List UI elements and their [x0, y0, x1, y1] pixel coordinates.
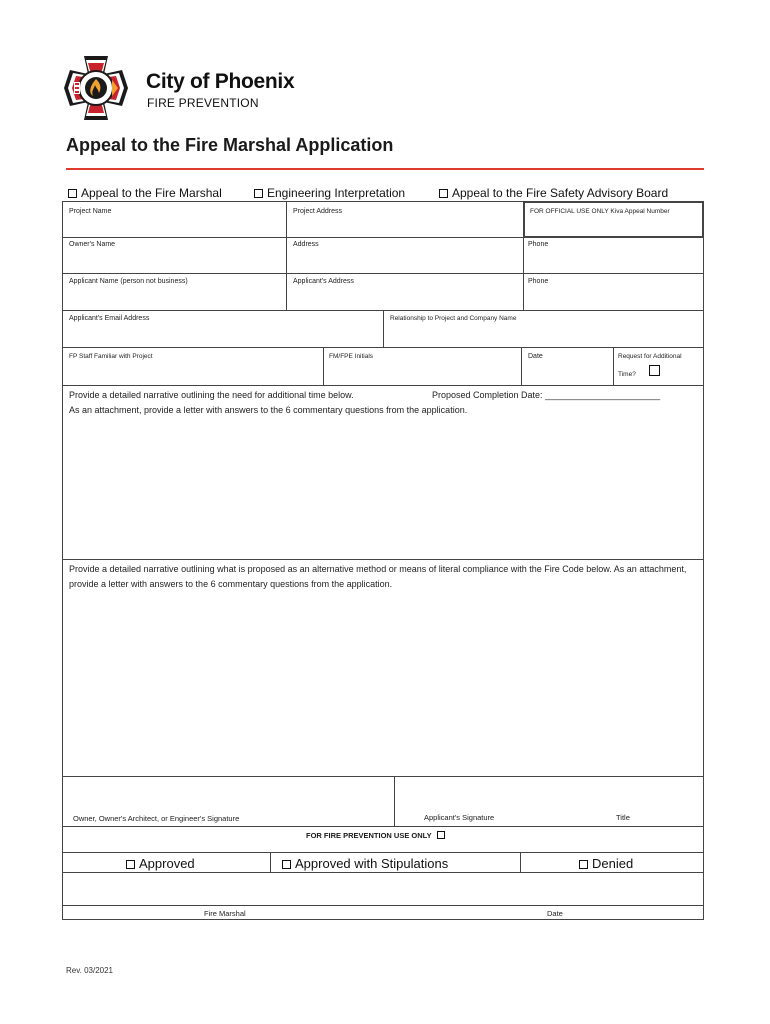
- fp-staff-field[interactable]: [63, 363, 322, 384]
- request-time-checkbox[interactable]: [649, 365, 660, 376]
- narrative2-textarea[interactable]: [63, 596, 702, 775]
- label-fire-marshal-date: Date: [547, 909, 563, 918]
- label-owner-signature: Owner, Owner's Architect, or Engineer's Signature: [73, 814, 240, 823]
- narrative1-line2: As an attachment, provide a letter with answers to the 6 commentary questions from the application.: [69, 405, 468, 415]
- checkbox-icon[interactable]: [579, 860, 588, 869]
- status-denied[interactable]: Denied: [579, 856, 633, 871]
- project-address-field[interactable]: [287, 218, 522, 236]
- official-use-heading: FOR FIRE PREVENTION USE ONLY: [306, 831, 449, 840]
- label-project-name: Project Name: [69, 208, 112, 215]
- phone-field[interactable]: [524, 252, 702, 272]
- applicant-phone-field[interactable]: [524, 289, 702, 309]
- applicant-address-field[interactable]: [287, 289, 522, 309]
- label-phone: Phone: [528, 241, 549, 248]
- label-title: Title: [616, 813, 630, 822]
- label-address: Address: [293, 241, 319, 248]
- address-field[interactable]: [287, 252, 522, 272]
- status-approved[interactable]: Approved: [126, 856, 195, 871]
- maltese-cross-icon: [60, 52, 132, 124]
- date-field[interactable]: [522, 363, 612, 384]
- applicant-email-field[interactable]: [63, 326, 382, 346]
- label-applicant-signature: Applicant's Signature: [424, 813, 495, 822]
- city-logo: [60, 52, 132, 124]
- checkbox-icon[interactable]: [254, 189, 263, 198]
- page-title: Appeal to the Fire Marshal Application: [66, 135, 394, 155]
- relationship-field[interactable]: [384, 326, 702, 346]
- label-phone-applicant: Phone: [528, 278, 549, 285]
- title-divider: [66, 168, 704, 170]
- owners-name-field[interactable]: [63, 252, 285, 272]
- fm-initials-field[interactable]: [324, 363, 520, 384]
- label-fm-initials: FM/FPE Initials: [329, 353, 374, 360]
- label-applicant-name: Applicant Name (person not business): [69, 278, 188, 285]
- label-relationship: Relationship to Project and Company Name: [390, 315, 517, 322]
- revision-note: Rev. 03/2021: [66, 966, 113, 975]
- official-use-checkbox[interactable]: [437, 831, 445, 839]
- option-appeal-safety-board[interactable]: Appeal to the Fire Safety Advisory Board: [439, 186, 668, 200]
- owner-signature-field[interactable]: [63, 777, 393, 807]
- narrative2-text: Provide a detailed narrative outlining what is proposed as an alternative method or means of literal compliance with the Fire Code below. As an attachment, provide a letter with answers to the 6 commentary questions from the application.: [69, 564, 687, 589]
- org-name: City of Phoenix: [146, 70, 295, 93]
- applicant-signature-field[interactable]: [395, 777, 702, 807]
- checkbox-icon[interactable]: [439, 189, 448, 198]
- option-engineering-interpretation[interactable]: Engineering Interpretation: [254, 186, 405, 200]
- label-date: Date: [528, 353, 543, 360]
- checkbox-icon[interactable]: [68, 189, 77, 198]
- org-subtitle: FIRE PREVENTION: [147, 96, 259, 110]
- applicant-name-field[interactable]: [63, 289, 285, 309]
- checkbox-icon[interactable]: [282, 860, 291, 869]
- status-approved-stipulations[interactable]: Approved with Stipulations: [282, 856, 448, 871]
- option-appeal-fire-marshal[interactable]: Appeal to the Fire Marshal: [68, 186, 222, 200]
- proposed-completion-date[interactable]: Proposed Completion Date: _______________________: [432, 390, 661, 400]
- label-fire-marshal: Fire Marshal: [204, 909, 246, 918]
- label-request-additional: Request for Additional: [618, 353, 682, 360]
- label-project-address: Project Address: [293, 208, 343, 215]
- narrative1-line1: Provide a detailed narrative outlining the need for additional time below.: [69, 390, 354, 400]
- fire-marshal-signature-field[interactable]: [63, 873, 702, 904]
- checkbox-icon[interactable]: [126, 860, 135, 869]
- label-official-use-kiva: FOR OFFICIAL USE ONLY Kiva Appeal Number: [530, 208, 670, 215]
- label-applicant-email: Applicant's Email Address: [69, 315, 150, 322]
- label-request-time: Time?: [618, 371, 636, 378]
- narrative1-textarea[interactable]: [63, 420, 702, 558]
- label-applicant-address: Applicant's Address: [293, 278, 354, 285]
- label-owners-name: Owner's Name: [69, 241, 116, 248]
- label-fp-staff: FP Staff Familiar with Project: [69, 353, 153, 360]
- project-name-field[interactable]: [63, 218, 285, 236]
